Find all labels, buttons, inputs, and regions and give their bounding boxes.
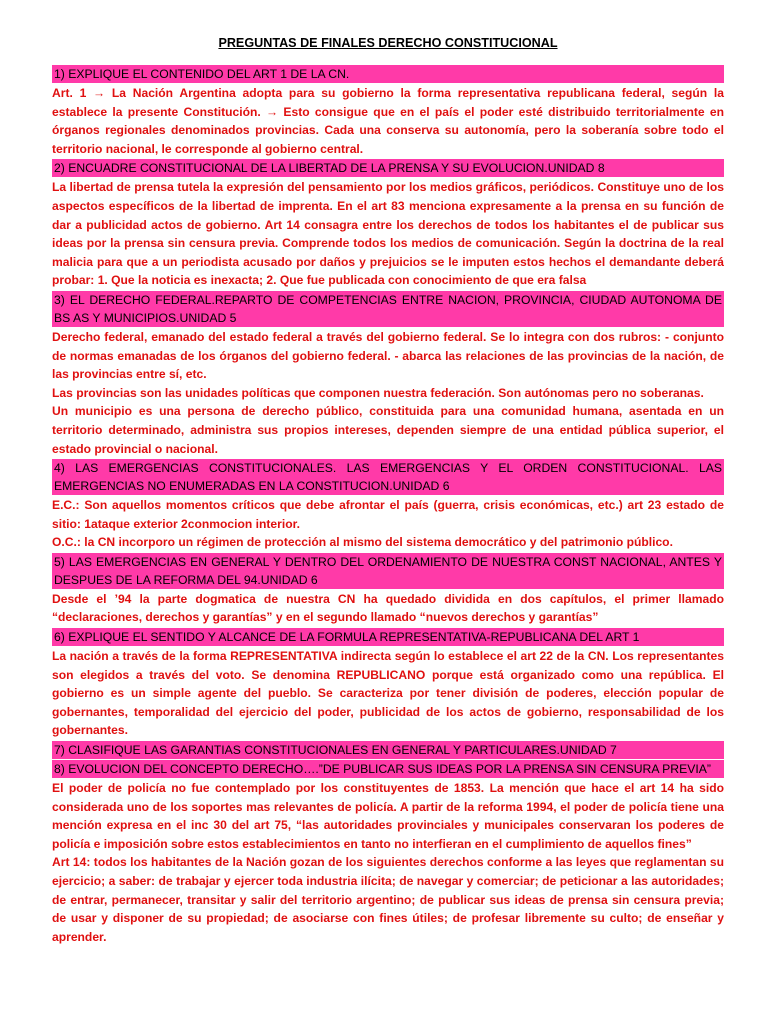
answer-8-art14: Art 14: todos los habitantes de la Nación gozan de los siguientes derechos conforme a las leyes que reglamentan su ejercicio; a saber: de trabajar y ejercer toda industria ilícita; de navegar y comerciar; de peticionar a las autoridades; de entrar, permanecer, transitar y salir del territorio argentino; de publicar sus ideas de prensa sin censura previa; de usar y disponer de su propiedad; de asociarse con fines útiles; de profesar libremente su culto; de enseñar y aprender. bbox=[52, 855, 724, 944]
question-4: 4) LAS EMERGENCIAS CONSTITUCIONALES. LAS EMERGENCIAS Y EL ORDEN CONSTITUCIONAL. LAS EMERGENCIAS NO ENUMERADAS EN LA CONSTITUCION.UNIDAD 6 bbox=[54, 461, 722, 494]
answer-5: Desde el ’94 la parte dogmatica de nuestra CN ha quedado dividida en dos capítulos, el primer llamado “declaraciones, derechos y garantías” y en el segundo llamado “nuevos derechos y garantías” bbox=[52, 591, 724, 625]
answer-3-provincias: Las provincias son las unidades políticas que componen nuestra federación. Son autónomas pero no soberanas. bbox=[52, 385, 704, 400]
answer-1: Art. 1 → La Nación Argentina adopta para su gobierno la forma representativa republicana federal, según la establece la presente Constitución. → Esto consigue que en el país el poder esté distribuido territorialmente en órganos regionales denominados provincias. Cada una conserva su autonomía, pero la soberanía sobre todo el territorio nacional, le corresponde al gobierno central. bbox=[52, 86, 724, 156]
question-7: 7) CLASIFIQUE LAS GARANTIAS CONSTITUCIONALES EN GENERAL Y PARTICULARES.UNIDAD 7 bbox=[52, 741, 724, 759]
document-content bbox=[52, 64, 724, 946]
answer-8-poder-policia: El poder de policía no fue contemplado por los constituyentes de 1853. La mención que hace el art 14 ha sido considerada uno de los soportes mas relevantes de policía. A partir de la reforma 1994, el poder de policía tiene una mención expresa en el inc 30 del art 75, “las autoridades provinciales y municipales conservaran los poderes de policía e imposición sobre estos establecimientos en tanto no interfieran en el cumplimiento de aquellos fines” bbox=[52, 781, 724, 851]
question-2: 2) ENCUADRE CONSTITUCIONAL DE LA LIBERTAD DE LA PRENSA Y SU EVOLUCION.UNIDAD 8 bbox=[52, 159, 724, 177]
answer-4-oc: O.C.: la CN incorporo un régimen de protección al mismo del sistema democrático y del patrimonio público. bbox=[52, 535, 673, 550]
question-5: 5) LAS EMERGENCIAS EN GENERAL Y DENTRO DEL ORDENAMIENTO DE NUESTRA CONST NACIONAL, ANTES Y DESPUES DE LA REFORMA DEL 94.UNIDAD 6 bbox=[54, 554, 722, 587]
question-3: 3) EL DERECHO FEDERAL.REPARTO DE COMPETENCIAS ENTRE NACION, PROVINCIA, CIUDAD AUTONOMA DE BS AS Y MUNICIPIOS.UNIDAD 5 bbox=[54, 292, 722, 325]
answer-4-ec: E.C.: Son aquellos momentos críticos que debe afrontar el país (guerra, crisis económicas, etc.) art 23 estado de sitio: 1ataque exterior 2conmocion interior. bbox=[52, 498, 724, 531]
document-title: PREGUNTAS DE FINALES DERECHO CONSTITUCIONAL bbox=[218, 36, 558, 50]
question-6: 6) EXPLIQUE EL SENTIDO Y ALCANCE DE LA FORMULA REPRESENTATIVA-REPUBLICANA DEL ART 1 bbox=[52, 628, 724, 646]
answer-3-municipio: Un municipio es una persona de derecho público, constituida para una comunidad humana, asentada en un territorio determinado, administra sus propios intereses, dependen siempre de una entidad pública superior, el estado provincial o nacional. bbox=[52, 404, 724, 456]
answer-6: La nación a través de la forma REPRESENTATIVA indirecta según lo establece el art 22 de la CN. Los representantes son elegidos a través del voto. Se denomina REPUBLICANO porque está organizado como una república. El gobierno es un simple agente del pueblo. Se caracteriza por tener división de poderes, elección popular de gobernantes, temporalidad del ejercicio del poder, publicidad de los actos de gobierno, responsabilidad de los gobernantes. bbox=[52, 649, 724, 738]
question-8: 8) EVOLUCION DEL CONCEPTO DERECHO….”DE PUBLICAR SUS IDEAS POR LA PRENSA SIN CENSURA PREVIA” bbox=[52, 760, 724, 778]
answer-3-federal: Derecho federal, emanado del estado federal a través del gobierno federal. Se lo integra con dos rubros: - conjunto de normas emanadas de los órganos del gobierno federal. - abarca las relaciones de las provincias de la nación, de las provincias entre sí, etc. bbox=[52, 329, 724, 382]
question-1: 1) EXPLIQUE EL CONTENIDO DEL ART 1 DE LA CN. bbox=[52, 65, 724, 83]
answer-2: La libertad de prensa tutela la expresión del pensamiento por los medios gráficos, periódicos. Constituye uno de los aspectos específicos de la libertad de imprenta. En el art 83 menciona expresamente a la prensa en su función de dar a publicidad actos de gobierno. Art 14 consagra entre los derechos de todos los habitantes el de publicar sus ideas por la prensa sin censura previa. Comprende todos los medios de comunicación. Según la doctrina de la real malicia para que a un periodista acusado por daños y prejuicios se le imputen estos hechos el demandante deberá probar: 1. Que la noticia es inexacta; 2. Que fue publicada con conocimiento de que era falsa bbox=[52, 180, 724, 288]
